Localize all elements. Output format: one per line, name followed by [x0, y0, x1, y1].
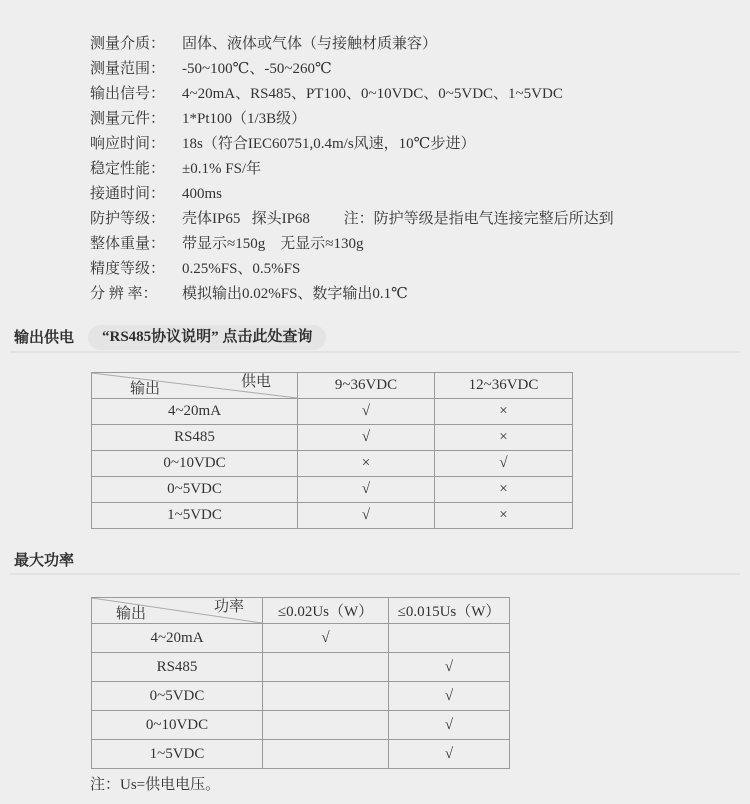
table-row — [92, 624, 510, 653]
spec-value: 模拟输出0.02%FS、数字输出0.1℃ — [182, 286, 408, 302]
spec-label: 防护等级： — [90, 211, 166, 227]
spec-label: 接通时间： — [90, 186, 166, 202]
spec-value: ±0.1% FS/年 — [182, 161, 262, 177]
spec-label: 分 辨 率： — [90, 286, 158, 302]
spec-value: 壳体IP65 探头IP68 注：防护等级是指电气连接完整后所达到 — [182, 211, 614, 227]
table-row — [92, 503, 573, 529]
table-cell: × — [298, 451, 435, 477]
table-header-row — [92, 598, 510, 624]
spec-label: 测量元件： — [90, 111, 166, 127]
row-header: 0~5VDC — [92, 682, 263, 711]
table-row — [92, 451, 573, 477]
spec-value: 18s（符合IEC60751,0.4m/s风速，10℃步进） — [182, 136, 476, 152]
spec-row-stability — [90, 157, 614, 182]
spec-value: 固体、液体或气体（与接触材质兼容） — [182, 36, 438, 52]
spec-row-overall-weight — [90, 232, 614, 257]
spec-row-accuracy-class — [90, 257, 614, 282]
table-cell: √ — [389, 740, 510, 769]
table-cell: √ — [298, 425, 435, 451]
column-header: 9~36VDC — [298, 373, 435, 399]
row-header: 1~5VDC — [92, 740, 263, 769]
spec-label: 稳定性能： — [90, 161, 166, 177]
corner-row-axis-label: 输出 — [116, 606, 147, 622]
diagonal-header-cell — [92, 373, 298, 399]
table-cell — [263, 740, 389, 769]
table-row — [92, 653, 510, 682]
footnote-us-definition: 注：Us=供电电压。 — [90, 777, 221, 793]
row-header: 0~10VDC — [92, 711, 263, 740]
spec-row-response-time — [90, 132, 614, 157]
table-row — [92, 682, 510, 711]
spec-label: 测量范围： — [90, 61, 166, 77]
spec-value: 1*Pt100（1/3B级） — [182, 111, 307, 127]
spec-row-measurement-range — [90, 57, 614, 82]
row-header: RS485 — [92, 653, 263, 682]
table-row — [92, 711, 510, 740]
table-cell: × — [435, 425, 573, 451]
row-header: 0~5VDC — [92, 477, 298, 503]
spec-row-power-on-time — [90, 182, 614, 207]
table-row — [92, 477, 573, 503]
spec-row-sensing-element — [90, 107, 614, 132]
table-cell: √ — [389, 682, 510, 711]
spec-label: 整体重量： — [90, 236, 166, 252]
table-cell: √ — [389, 653, 510, 682]
section-divider — [10, 351, 740, 353]
row-header: 4~20mA — [92, 624, 263, 653]
column-header: 12~36VDC — [435, 373, 573, 399]
rs485-protocol-link-badge[interactable]: “RS485协议说明” 点击此处查询 — [88, 325, 326, 350]
corner-col-axis-label: 功率 — [213, 599, 244, 615]
spec-label: 精度等级： — [90, 261, 166, 277]
table-cell: √ — [389, 711, 510, 740]
table-cell: × — [435, 477, 573, 503]
spec-label: 输出信号： — [90, 86, 166, 102]
table-cell: √ — [435, 451, 573, 477]
table-cell: √ — [298, 503, 435, 529]
row-header: RS485 — [92, 425, 298, 451]
section-title-output-power-supply: 输出供电 — [14, 330, 75, 346]
column-header: ≤0.02Us（W） — [263, 598, 389, 624]
spec-row-measurement-medium — [90, 32, 614, 57]
power-supply-table — [91, 372, 573, 529]
table-cell: √ — [298, 399, 435, 425]
table-header-row — [92, 373, 573, 399]
spec-row-resolution — [90, 282, 614, 307]
table-cell: × — [435, 399, 573, 425]
table-cell: × — [435, 503, 573, 529]
table-cell — [263, 711, 389, 740]
table-cell: √ — [263, 624, 389, 653]
spec-label: 响应时间： — [90, 136, 166, 152]
spec-value: -50~100℃、-50~260℃ — [182, 61, 332, 77]
spec-row-output-signal — [90, 82, 614, 107]
table-cell — [389, 624, 510, 653]
row-header: 0~10VDC — [92, 451, 298, 477]
row-header: 4~20mA — [92, 399, 298, 425]
spec-value: 0.25%FS、0.5%FS — [182, 261, 301, 277]
corner-col-axis-label: 供电 — [240, 374, 271, 390]
diagonal-header-cell — [92, 598, 263, 624]
row-header: 1~5VDC — [92, 503, 298, 529]
table-row — [92, 740, 510, 769]
spec-list — [90, 32, 614, 307]
table-cell: √ — [298, 477, 435, 503]
max-power-table — [91, 597, 510, 769]
section-title-max-power: 最大功率 — [14, 553, 75, 569]
spec-value: 带显示≈150g 无显示≈130g — [182, 236, 364, 252]
table-row — [92, 425, 573, 451]
spec-row-protection-rating — [90, 207, 614, 232]
column-header: ≤0.015Us（W） — [389, 598, 510, 624]
table-row — [92, 399, 573, 425]
spec-label: 测量介质： — [90, 36, 166, 52]
section-divider — [10, 573, 740, 575]
corner-row-axis-label: 输出 — [130, 381, 161, 397]
spec-value: 4~20mA、RS485、PT100、0~10VDC、0~5VDC、1~5VDC — [182, 86, 563, 102]
table-cell — [263, 682, 389, 711]
spec-value: 400ms — [182, 186, 223, 202]
table-cell — [263, 653, 389, 682]
